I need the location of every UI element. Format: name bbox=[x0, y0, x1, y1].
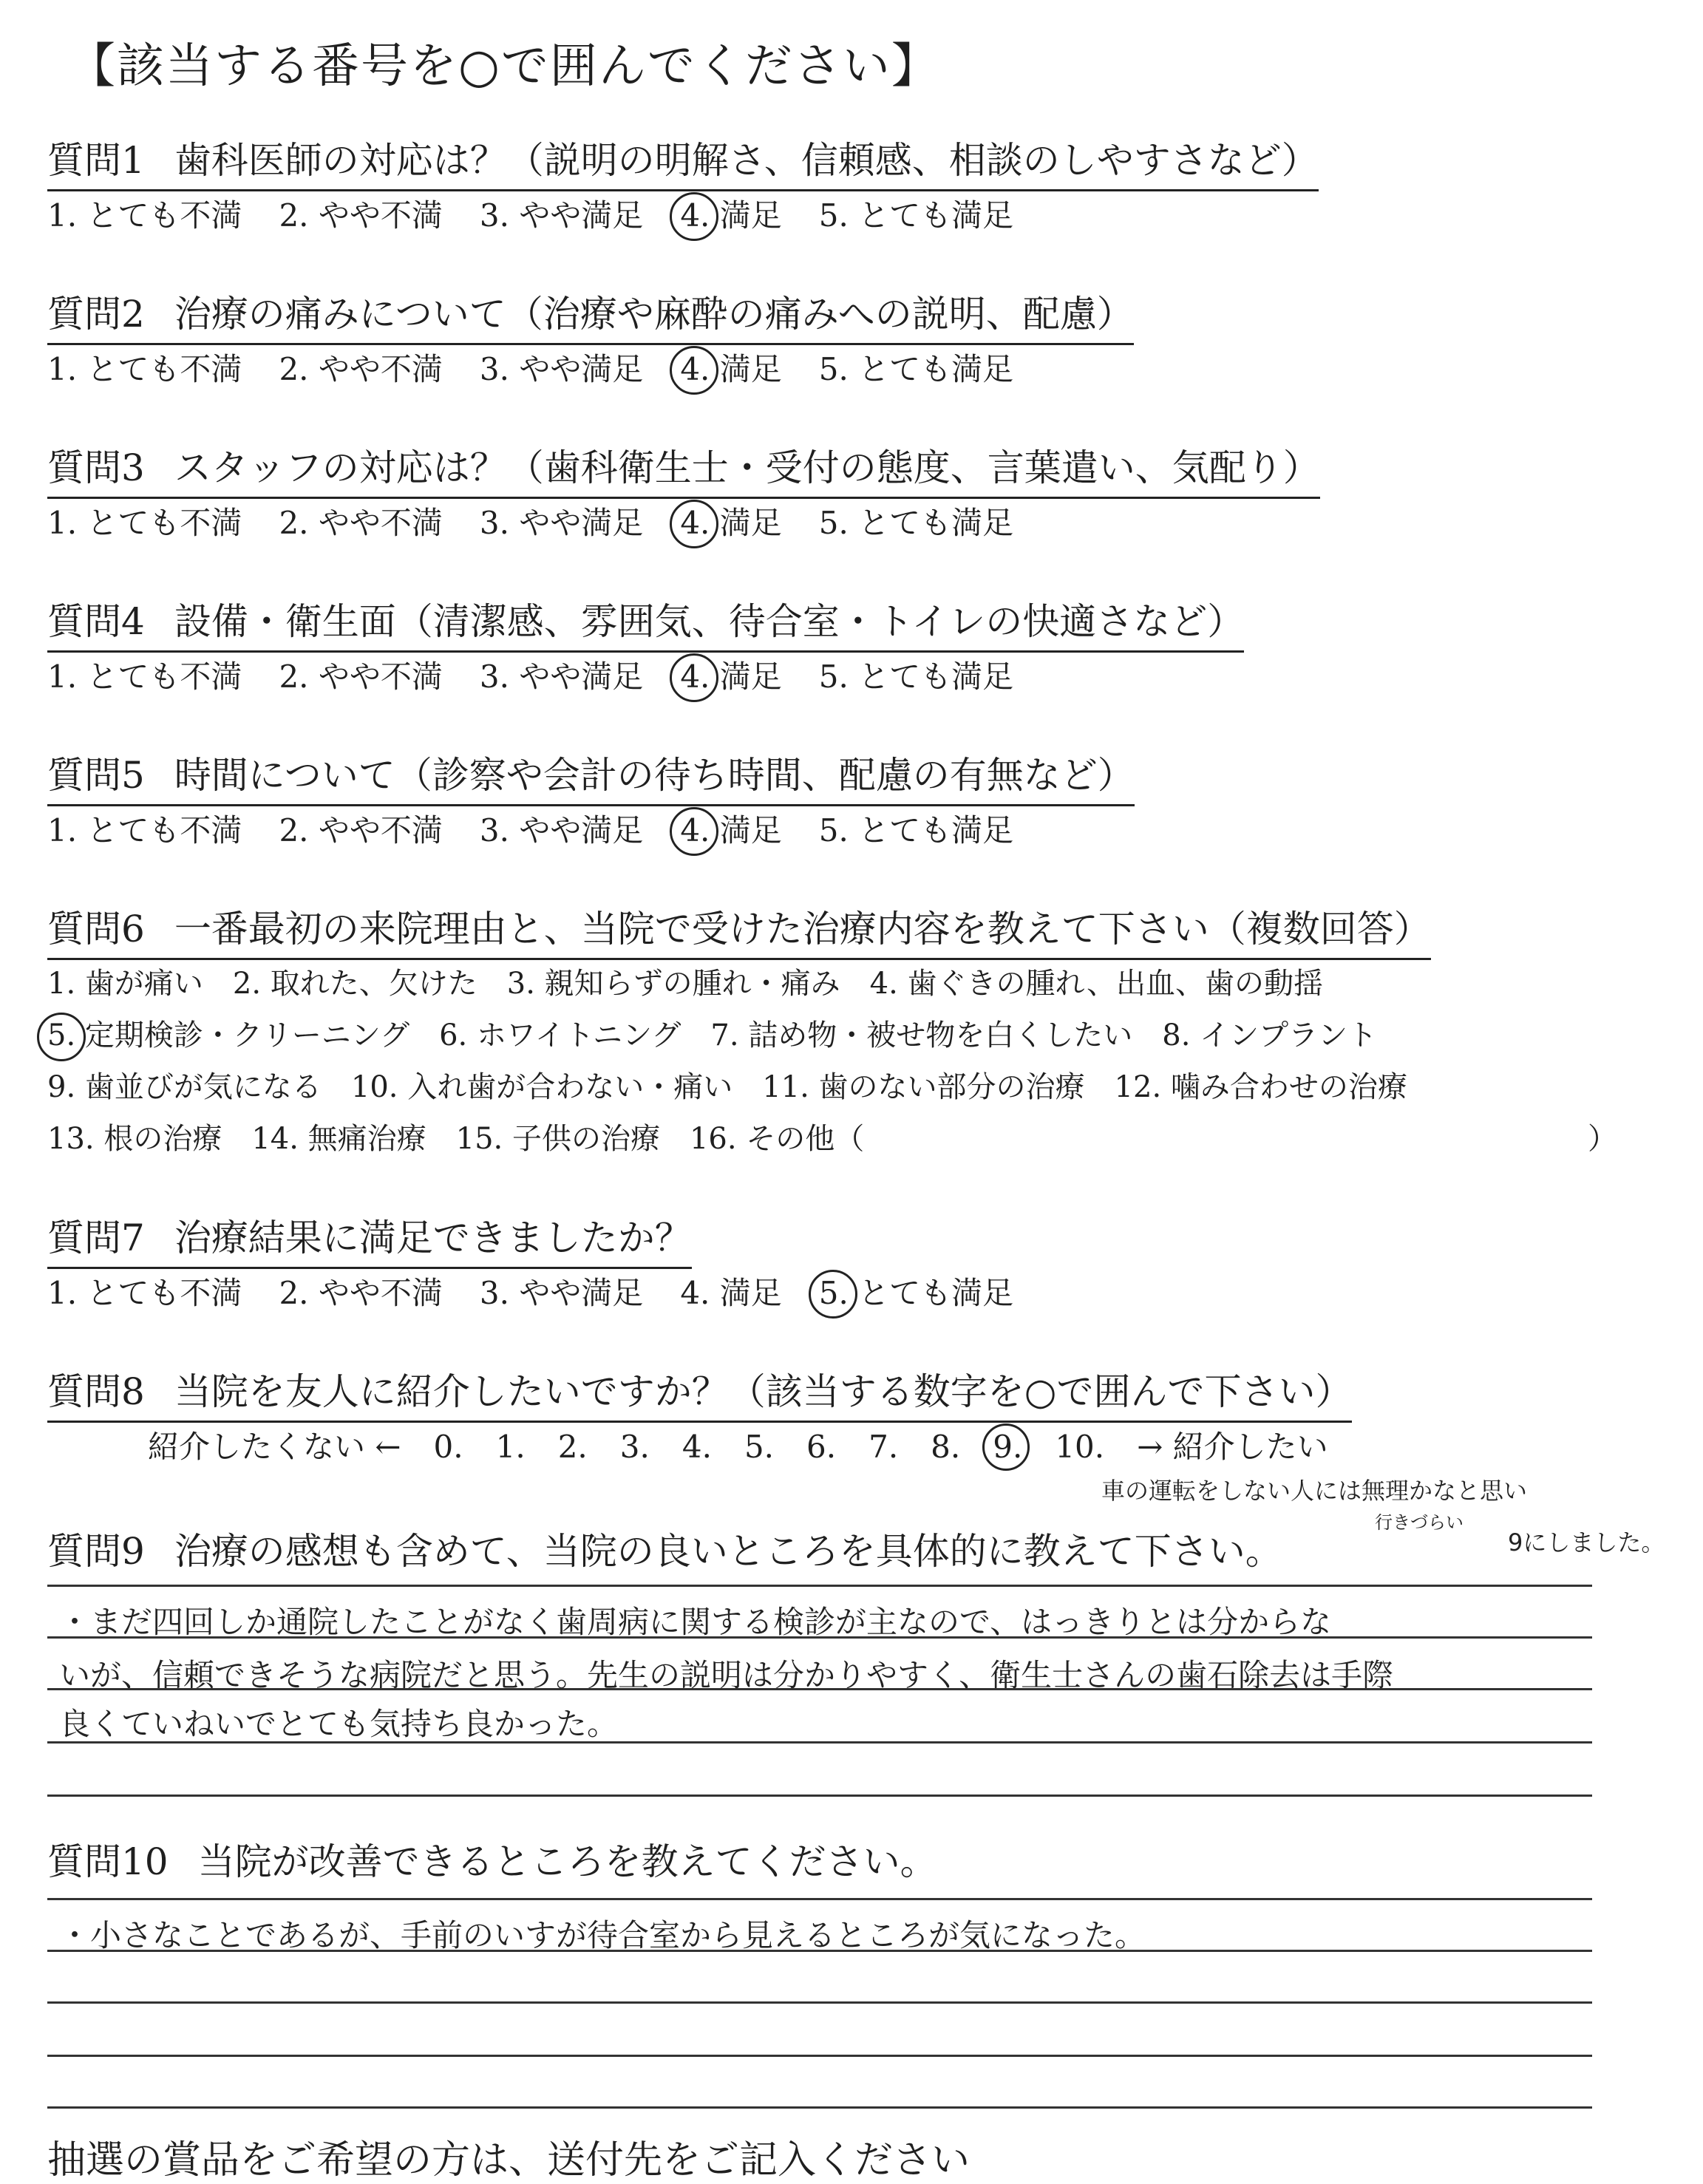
q9-answer-line bbox=[47, 1741, 1592, 1744]
q9-answer-line bbox=[47, 1636, 1592, 1639]
q4-option-5[interactable]: 5. とても満足 bbox=[818, 659, 1014, 695]
q6-option-14[interactable]: 14. 無痛治療 bbox=[251, 1122, 426, 1156]
footer-partial-text: 抽選の賞品をご希望の方は、送付先をご記入ください bbox=[47, 2138, 971, 2183]
question-10-header bbox=[47, 1836, 937, 1891]
q10-answer-line bbox=[47, 2055, 1592, 2057]
question-1-number: 質問1 bbox=[47, 139, 145, 182]
question-6-row-1 bbox=[47, 962, 1353, 1005]
q8-left-label: 紹介したくない ← bbox=[148, 1429, 401, 1465]
question-9-header bbox=[47, 1525, 1282, 1580]
q3-option-4-selected[interactable]: 4. 満足 bbox=[680, 501, 781, 545]
question-2-header bbox=[47, 288, 1134, 345]
q6-option-3[interactable]: 3. 親知らずの腫れ・痛み bbox=[506, 967, 840, 1001]
q1-option-1[interactable]: 1. とても不満 bbox=[47, 197, 242, 234]
question-2-text: 治療の痛みについて（治療や麻酔の痛みへの説明、配慮） bbox=[174, 293, 1134, 336]
question-1-text: 歯科医師の対応は？（説明の明解さ、信頼感、相談のしやすさなど） bbox=[174, 139, 1319, 182]
q6-option-12[interactable]: 12. 噛み合わせの治療 bbox=[1114, 1070, 1407, 1104]
question-7-options bbox=[47, 1271, 1050, 1316]
q4-option-2[interactable]: 2. やや不満 bbox=[279, 659, 443, 695]
q6-option-8[interactable]: 8. インプラント bbox=[1162, 1018, 1378, 1052]
q2-option-4-selected[interactable]: 4. 満足 bbox=[680, 347, 781, 392]
q2-option-2[interactable]: 2. やや不満 bbox=[279, 351, 443, 387]
q9-answer-text-3[interactable]: 良くていねいでとても気持ち良かった。 bbox=[59, 1706, 619, 1742]
question-6-header bbox=[47, 903, 1431, 960]
q6-option-10[interactable]: 10. 入れ歯が合わない・痛い bbox=[350, 1070, 733, 1104]
question-2-options bbox=[47, 347, 1050, 392]
q6-option-6[interactable]: 6. ホワイトニング bbox=[439, 1018, 681, 1052]
q8-right-label: → 紹介したい bbox=[1137, 1429, 1328, 1465]
question-4-header bbox=[47, 596, 1244, 653]
question-4-options bbox=[47, 655, 1050, 699]
question-3-options bbox=[47, 501, 1050, 545]
q10-answer-line bbox=[47, 2106, 1592, 2109]
q8-score-9-selected[interactable]: 9. bbox=[993, 1425, 1022, 1469]
q8-handwritten-note-1: 車の運転をしない人には無理かなと思い bbox=[1101, 1477, 1528, 1505]
q6-option-9[interactable]: 9. 歯並びが気になる bbox=[47, 1070, 322, 1104]
question-6-row-3 bbox=[47, 1066, 1437, 1109]
q9-answer-line bbox=[47, 1688, 1592, 1690]
question-5-text: 時間について（診察や会計の待ち時間、配慮の有無など） bbox=[174, 754, 1135, 797]
q5-option-1[interactable]: 1. とても不満 bbox=[47, 812, 242, 848]
q8-score-2[interactable]: 2. bbox=[557, 1429, 588, 1465]
q7-option-3[interactable]: 3. やや満足 bbox=[479, 1275, 644, 1311]
q8-score-1[interactable]: 1. bbox=[495, 1429, 526, 1465]
q7-option-2[interactable]: 2. やや不満 bbox=[279, 1275, 443, 1311]
q9-answer-line bbox=[47, 1585, 1592, 1587]
question-6-row-4 bbox=[47, 1117, 894, 1160]
q5-option-4-selected[interactable]: 4. 満足 bbox=[680, 809, 781, 853]
q6-option-13[interactable]: 13. 根の治療 bbox=[47, 1122, 222, 1156]
question-8-text: 当院を友人に紹介したいですか？（該当する数字を○で囲んで下さい） bbox=[174, 1370, 1353, 1413]
question-2-number: 質問2 bbox=[47, 293, 145, 336]
question-1-header bbox=[47, 135, 1319, 191]
q3-option-5[interactable]: 5. とても満足 bbox=[818, 505, 1014, 541]
q8-score-4[interactable]: 4. bbox=[681, 1429, 712, 1465]
q6-option-15[interactable]: 15. 子供の治療 bbox=[455, 1122, 660, 1156]
q2-option-5[interactable]: 5. とても満足 bbox=[818, 351, 1014, 387]
q9-answer-text-2[interactable]: いが、信頼できそうな病院だと思う。先生の説明は分かりやすく、衛生士さんの歯石除去は手際 bbox=[59, 1657, 1394, 1693]
question-9-number: 質問9 bbox=[47, 1530, 145, 1573]
q8-handwritten-note-3: 9にしました。 bbox=[1508, 1528, 1665, 1557]
q6-option-1[interactable]: 1. 歯が痛い bbox=[47, 967, 203, 1001]
q7-option-4[interactable]: 4. 満足 bbox=[680, 1275, 782, 1311]
q6-option-11[interactable]: 11. 歯のない部分の治療 bbox=[762, 1070, 1085, 1104]
question-3-header bbox=[47, 442, 1320, 499]
q4-option-3[interactable]: 3. やや満足 bbox=[479, 659, 644, 695]
q6-option-4[interactable]: 4. 歯ぐきの腫れ、出血、歯の動揺 bbox=[869, 967, 1323, 1001]
question-10-number: 質問10 bbox=[47, 1840, 169, 1883]
question-7-number: 質問7 bbox=[47, 1217, 145, 1259]
question-5-number: 質問5 bbox=[47, 754, 145, 797]
q7-option-5-selected[interactable]: 5. とても満足 bbox=[819, 1271, 1013, 1316]
question-1-options bbox=[47, 194, 1050, 238]
question-3-text: スタッフの対応は？（歯科衛生士・受付の態度、言葉遣い、気配り） bbox=[174, 446, 1320, 489]
question-4-text: 設備・衛生面（清潔感、雰囲気、待合室・トイレの快適さなど） bbox=[174, 600, 1245, 643]
q10-answer-line bbox=[47, 2001, 1592, 2004]
q8-score-3[interactable]: 3. bbox=[619, 1429, 650, 1465]
q10-answer-line bbox=[47, 1898, 1592, 1900]
q2-option-3[interactable]: 3. やや満足 bbox=[479, 351, 644, 387]
question-5-options bbox=[47, 809, 1050, 853]
q4-option-1[interactable]: 1. とても不満 bbox=[47, 659, 242, 695]
question-7-header bbox=[47, 1212, 692, 1269]
q6-other-close-paren: ） bbox=[1588, 1122, 1617, 1156]
question-8-scale bbox=[148, 1425, 1361, 1469]
question-7-text: 治療結果に満足できましたか？ bbox=[174, 1217, 692, 1259]
q5-option-3[interactable]: 3. やや満足 bbox=[479, 812, 644, 848]
question-8-header bbox=[47, 1366, 1352, 1423]
q3-option-2[interactable]: 2. やや不満 bbox=[279, 505, 443, 541]
q3-option-3[interactable]: 3. やや満足 bbox=[479, 505, 644, 541]
q10-answer-text-1[interactable]: ・小さなことであるが、手前のいすが待合室から見えるところが気になった。 bbox=[59, 1917, 1146, 1953]
question-8-number: 質問8 bbox=[47, 1370, 145, 1413]
q6-option-2[interactable]: 2. 取れた、欠けた bbox=[232, 967, 477, 1001]
q8-score-6[interactable]: 6. bbox=[806, 1429, 837, 1465]
q6-option-16[interactable]: 16. その他（ bbox=[689, 1122, 865, 1156]
question-6-number: 質問6 bbox=[47, 908, 145, 950]
q3-option-1[interactable]: 1. とても不満 bbox=[47, 505, 242, 541]
q7-option-1[interactable]: 1. とても不満 bbox=[47, 1275, 242, 1311]
q9-answer-line bbox=[47, 1795, 1592, 1797]
q8-score-0[interactable]: 0. bbox=[433, 1429, 463, 1465]
question-6-text: 一番最初の来院理由と、当院で受けた治療内容を教えて下さい（複数回答） bbox=[174, 908, 1431, 950]
q8-score-10[interactable]: 10. bbox=[1055, 1429, 1105, 1465]
question-10-text: 当院が改善できるところを教えてください。 bbox=[197, 1840, 937, 1883]
page-title: 【該当する番号を○で囲んでください】 bbox=[68, 39, 940, 94]
q9-answer-text-1[interactable]: ・まだ四回しか通院したことがなく歯周病に関する検診が主なので、はっきりとは分からな bbox=[59, 1604, 1332, 1640]
q10-answer-line bbox=[47, 1950, 1592, 1952]
question-5-header bbox=[47, 749, 1135, 806]
q5-option-5[interactable]: 5. とても満足 bbox=[818, 812, 1014, 848]
q4-option-4-selected[interactable]: 4. 満足 bbox=[680, 655, 781, 699]
question-9-text: 治療の感想も含めて、当院の良いところを具体的に教えて下さい。 bbox=[174, 1530, 1282, 1573]
q6-option-5-selected[interactable]: 5. 定期検診・クリーニング bbox=[47, 1014, 409, 1057]
q2-option-1[interactable]: 1. とても不満 bbox=[47, 351, 242, 387]
q8-score-8[interactable]: 8. bbox=[931, 1429, 961, 1465]
q1-option-4-selected[interactable]: 4. 満足 bbox=[680, 194, 781, 238]
question-4-number: 質問4 bbox=[47, 600, 145, 643]
q6-option-7[interactable]: 7. 詰め物・被せ物を白くしたい bbox=[710, 1018, 1133, 1052]
question-3-number: 質問3 bbox=[47, 446, 145, 489]
q1-option-3[interactable]: 3. やや満足 bbox=[479, 197, 644, 234]
q8-score-7[interactable]: 7. bbox=[869, 1429, 899, 1465]
q1-option-5[interactable]: 5. とても満足 bbox=[818, 197, 1014, 234]
q1-option-2[interactable]: 2. やや不満 bbox=[279, 197, 443, 234]
q5-option-2[interactable]: 2. やや不満 bbox=[279, 812, 443, 848]
q8-handwritten-note-2: 行きづらい bbox=[1375, 1512, 1464, 1533]
q8-score-5[interactable]: 5. bbox=[744, 1429, 775, 1465]
question-6-row-2 bbox=[47, 1014, 1407, 1057]
